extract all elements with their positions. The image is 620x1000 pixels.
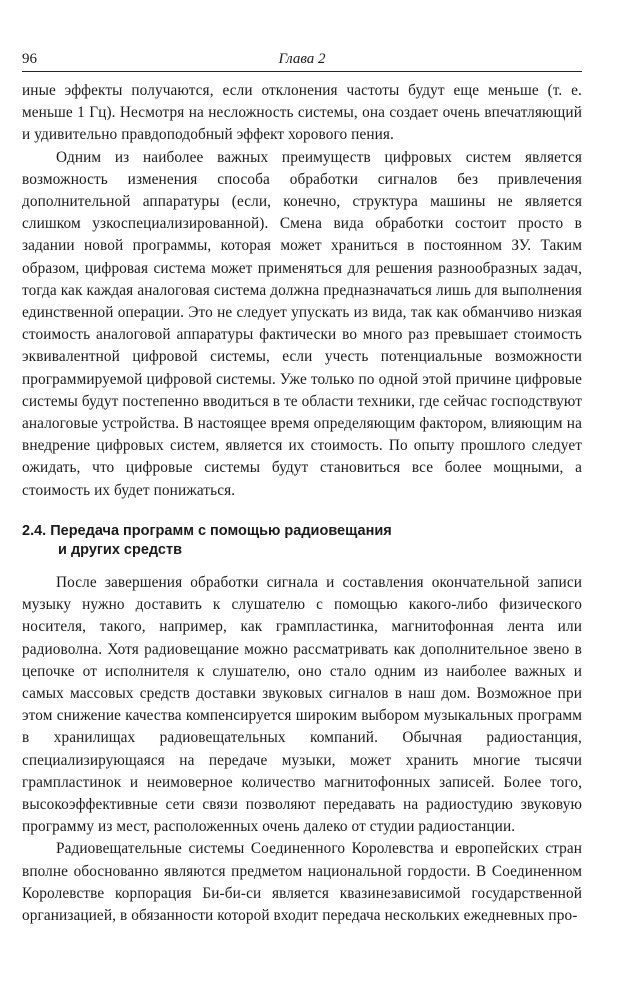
section-title-line2: и других средств: [58, 542, 183, 558]
body-text-bottom: [22, 572, 582, 927]
running-header: [22, 49, 582, 72]
page-number: 96: [22, 51, 37, 67]
chapter-label: Глава 2: [278, 51, 326, 67]
paragraph-digital-advantages: Одним из наиболее важных преимуществ цифровых систем является возможность изменения способа обработки сигналов без привлечения дополнительной аппаратуры (если, конечно, структура машины не является слишком узкоспециализированной). Смена вида обработки состоит просто в задании новой программы, которая может храниться в постоянном ЗУ. Таким образом, цифровая система может применяться для решения разнообразных задач, тогда как каждая аналоговая система должна предназначаться лишь для выполнения единственной операции. Это не следует упускать из вида, так как обманчиво низкая стоимость аналоговой аппаратуры фактически во много раз превышает стоимость эквивалентной цифровой системы, если учесть потенциальные возможности программируемой цифровой системы. Уже только по одной этой причине цифровые системы будут постепенно вводиться в те области техники, где сейчас господствуют аналоговые устройства. В настоящее время определяющим фактором, влияющим на внедрение цифровых систем, является их стоимость. По опыту прошлого следует ожидать, что цифровые системы будут становиться все более мощными, а стоимость их будет понижаться.: [22, 148, 582, 499]
paragraph-chorus-effect: иные эффекты получаются, если отклонения частоты будут еще меньше (т. е. меньше 1 Гц). Несмотря на несложность системы, она создает очень впечатляющий и удивительно правдоподобный эффект хорового пения.: [22, 82, 582, 144]
paragraph-delivery: После завершения обработки сигнала и составления окончательной записи музыку нужно доставить к слушателю с помощью какого-либо физического носителя, такого, например, как грампластинка, магнитофонная лента или радиоволна. Хотя радиовещание можно рассматривать как дополнительное звено в цепочке от исполнителя к слушателю, оно стало одним из наиболее важных и самых массовых средств доставки звуковых сигналов в наш дом. Возможное при этом снижение качества компенсируется широким выбором музыкальных программ в хранилищах радиовещательных компаний. Обычная радиостанция, специализирующаяся на передаче музыки, может хранить многие тысячи грампластинок и неимоверное количество магнитофонных записей. Более того, высокоэффективные сети связи позволяют передавать на радиостудию звуковую программу из мест, расположенных очень далеко от студии радиостанции.: [22, 574, 582, 836]
section-title-line1: 2.4. Передача программ с помощью радиовещания: [22, 523, 392, 539]
body-text-top: [22, 80, 582, 502]
paragraph-broadcasting: Радиовещательные системы Соединенного Королевства и европейских стран вполне обоснованно являются предметом национальной гордости. В Соединенном Королевстве корпорация Би-би-си является квазинезависимой государственной организацией, в обязанности которой входит передача нескольких ежедневных про-: [22, 840, 582, 925]
section-heading: [22, 522, 582, 560]
